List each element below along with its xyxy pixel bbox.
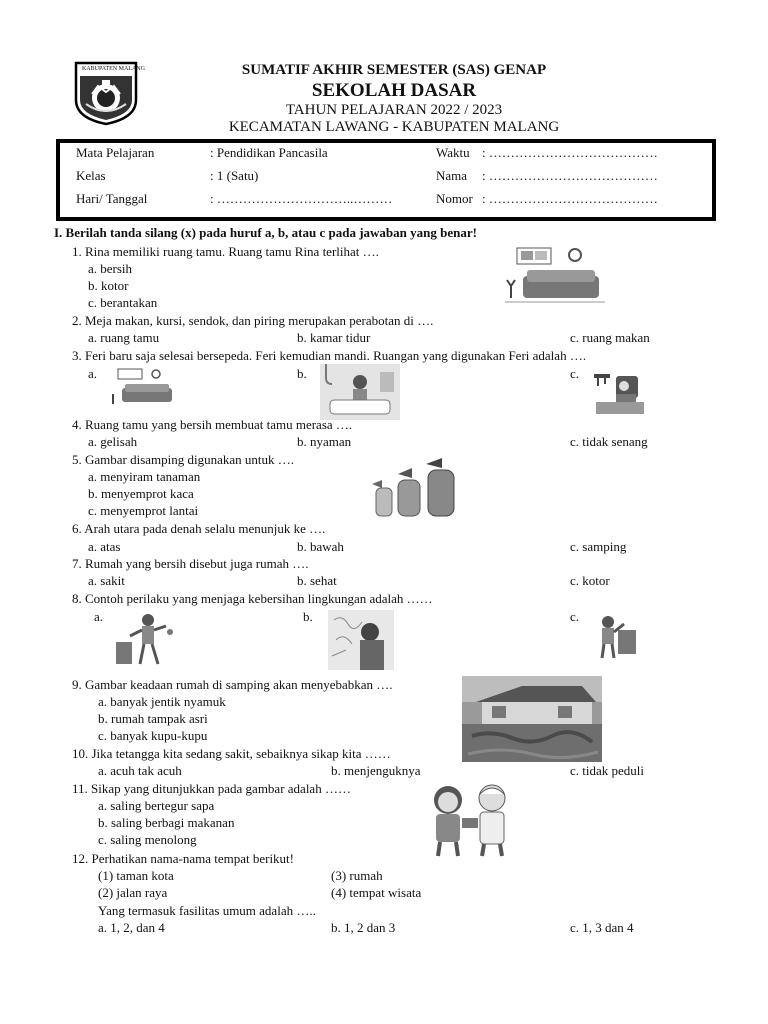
time-label: Waktu bbox=[436, 145, 470, 160]
q12-option-c[interactable]: c. 1, 3 dan 4 bbox=[570, 920, 634, 935]
q11-option-a[interactable]: a. saling bertegur sapa bbox=[98, 798, 215, 813]
q12-prompt: Yang termasuk fasilitas umum adalah ….. bbox=[98, 903, 316, 918]
q12-option-b[interactable]: b. 1, 2 dan 3 bbox=[331, 920, 396, 935]
question-3: 3. Feri baru saja selesai bersepeda. Feri kemudian mandi. Ruangan yang digunakan Feri adalah …. bbox=[72, 348, 587, 363]
q9-option-a[interactable]: a. banyak jentik nyamuk bbox=[98, 694, 226, 709]
question-12: 12. Perhatikan nama-nama tempat berikut! bbox=[72, 851, 295, 866]
q7-option-b[interactable]: b. sehat bbox=[297, 573, 337, 588]
number-field[interactable]: : ………………………………… bbox=[482, 191, 658, 206]
question-8: 8. Contoh perilaku yang menjaga kebersihan lingkungan adalah …… bbox=[72, 591, 433, 606]
number-label: Nomor bbox=[436, 191, 473, 206]
boy-graffiti-wall-image bbox=[328, 610, 394, 674]
question-4: 4. Ruang tamu yang bersih membuat tamu merasa …. bbox=[72, 417, 353, 432]
q3-option-a[interactable]: a. bbox=[88, 366, 98, 381]
subject-label: Mata Pelajaran bbox=[76, 145, 155, 160]
school-level: SEKOLAH DASAR bbox=[311, 80, 477, 101]
q3-option-c[interactable]: c. bbox=[570, 366, 580, 381]
q12-place-1: (1) taman kota bbox=[98, 868, 174, 883]
living-room-small-image bbox=[108, 366, 174, 414]
q9-option-b[interactable]: b. rumah tampak asri bbox=[98, 711, 208, 726]
bathroom-image bbox=[320, 364, 400, 424]
q11-option-c[interactable]: c. saling menolong bbox=[98, 832, 197, 847]
q6-option-a[interactable]: a. atas bbox=[88, 539, 121, 554]
q4-option-c[interactable]: c. tidak senang bbox=[570, 434, 648, 449]
date-field[interactable]: : …………………………..……… bbox=[210, 191, 393, 206]
q8-option-b[interactable]: b. bbox=[303, 609, 313, 624]
question-10: 10. Jika tetangga kita sedang sakit, sebaiknya sikap kita …… bbox=[72, 746, 391, 761]
q6-option-b[interactable]: b. bawah bbox=[297, 539, 344, 554]
boy-trash-bin-image bbox=[594, 612, 638, 664]
name-field[interactable]: : ………………………………… bbox=[482, 168, 658, 183]
class-label: Kelas bbox=[76, 168, 106, 183]
q11-option-b[interactable]: b. saling berbagi makanan bbox=[98, 815, 235, 830]
date-label: Hari/ Tanggal bbox=[76, 191, 148, 206]
q10-option-b[interactable]: b. menjenguknya bbox=[331, 763, 421, 778]
time-field[interactable]: : ………………………………… bbox=[482, 145, 658, 160]
academic-year: TAHUN PELAJARAN 2022 / 2023 bbox=[285, 102, 503, 118]
q2-option-b[interactable]: b. kamar tidur bbox=[297, 330, 371, 345]
q2-option-a[interactable]: a. ruang tamu bbox=[88, 330, 160, 345]
children-sharing-food-image bbox=[418, 782, 524, 862]
question-7: 7. Rumah yang bersih disebut juga rumah …. bbox=[72, 556, 309, 571]
q10-option-a[interactable]: a. acuh tak acuh bbox=[98, 763, 182, 778]
messy-house-yard-image bbox=[462, 676, 602, 766]
q7-option-a[interactable]: a. sakit bbox=[88, 573, 125, 588]
q3-option-b[interactable]: b. bbox=[297, 366, 307, 381]
q12-place-4: (4) tempat wisata bbox=[331, 885, 422, 900]
q12-place-3: (3) rumah bbox=[331, 868, 383, 883]
class-value: : 1 (Satu) bbox=[210, 168, 259, 183]
exam-title: SUMATIF AKHIR SEMESTER (SAS) GENAP bbox=[241, 62, 547, 78]
question-5: 5. Gambar disamping digunakan untuk …. bbox=[72, 452, 295, 467]
q1-option-b[interactable]: b. kotor bbox=[88, 278, 129, 293]
q9-option-c[interactable]: c. banyak kupu-kupu bbox=[98, 728, 208, 743]
question-9: 9. Gambar keadaan rumah di samping akan menyebabkan …. bbox=[72, 677, 393, 692]
q12-place-2: (2) jalan raya bbox=[98, 885, 168, 900]
q1-option-c[interactable]: c. berantakan bbox=[88, 295, 158, 310]
q4-option-a[interactable]: a. gelisah bbox=[88, 434, 138, 449]
q5-option-c[interactable]: c. menyemprot lantai bbox=[88, 503, 199, 518]
kitchen-image bbox=[594, 372, 646, 420]
q4-option-b[interactable]: b. nyaman bbox=[297, 434, 352, 449]
q7-option-c[interactable]: c. kotor bbox=[570, 573, 610, 588]
question-6: 6. Arah utara pada denah selalu menunjuk ke …. bbox=[72, 521, 326, 536]
section-instruction: I. Berilah tanda silang (x) pada huruf a, b, atau c pada jawaban yang benar! bbox=[54, 225, 477, 240]
living-room-image bbox=[505, 244, 605, 310]
q2-option-c[interactable]: c. ruang makan bbox=[570, 330, 650, 345]
q8-option-c[interactable]: c. bbox=[570, 609, 580, 624]
q1-option-a[interactable]: a. bersih bbox=[88, 261, 133, 276]
boy-throwing-trash-image bbox=[112, 612, 178, 672]
subject-value: : Pendidikan Pancasila bbox=[210, 145, 328, 160]
region: KECAMATAN LAWANG - KABUPATEN MALANG bbox=[228, 119, 560, 135]
question-1: 1. Rina memiliki ruang tamu. Ruang tamu Rina terlihat …. bbox=[72, 244, 379, 259]
q10-option-c[interactable]: c. tidak peduli bbox=[570, 763, 645, 778]
spray-bottles-image bbox=[368, 456, 460, 524]
q12-option-a[interactable]: a. 1, 2, dan 4 bbox=[98, 920, 165, 935]
q8-option-a[interactable]: a. bbox=[94, 609, 104, 624]
name-label: Nama bbox=[436, 168, 468, 183]
question-11: 11. Sikap yang ditunjukkan pada gambar adalah …… bbox=[72, 781, 351, 796]
q6-option-c[interactable]: c. samping bbox=[570, 539, 627, 554]
question-2: 2. Meja makan, kursi, sendok, dan piring merupakan perabotan di …. bbox=[72, 313, 434, 328]
logo-text: KABUPATEN MALANG bbox=[82, 66, 145, 72]
q5-option-b[interactable]: b. menyemprot kaca bbox=[88, 486, 194, 501]
q5-option-a[interactable]: a. menyiram tanaman bbox=[88, 469, 201, 484]
